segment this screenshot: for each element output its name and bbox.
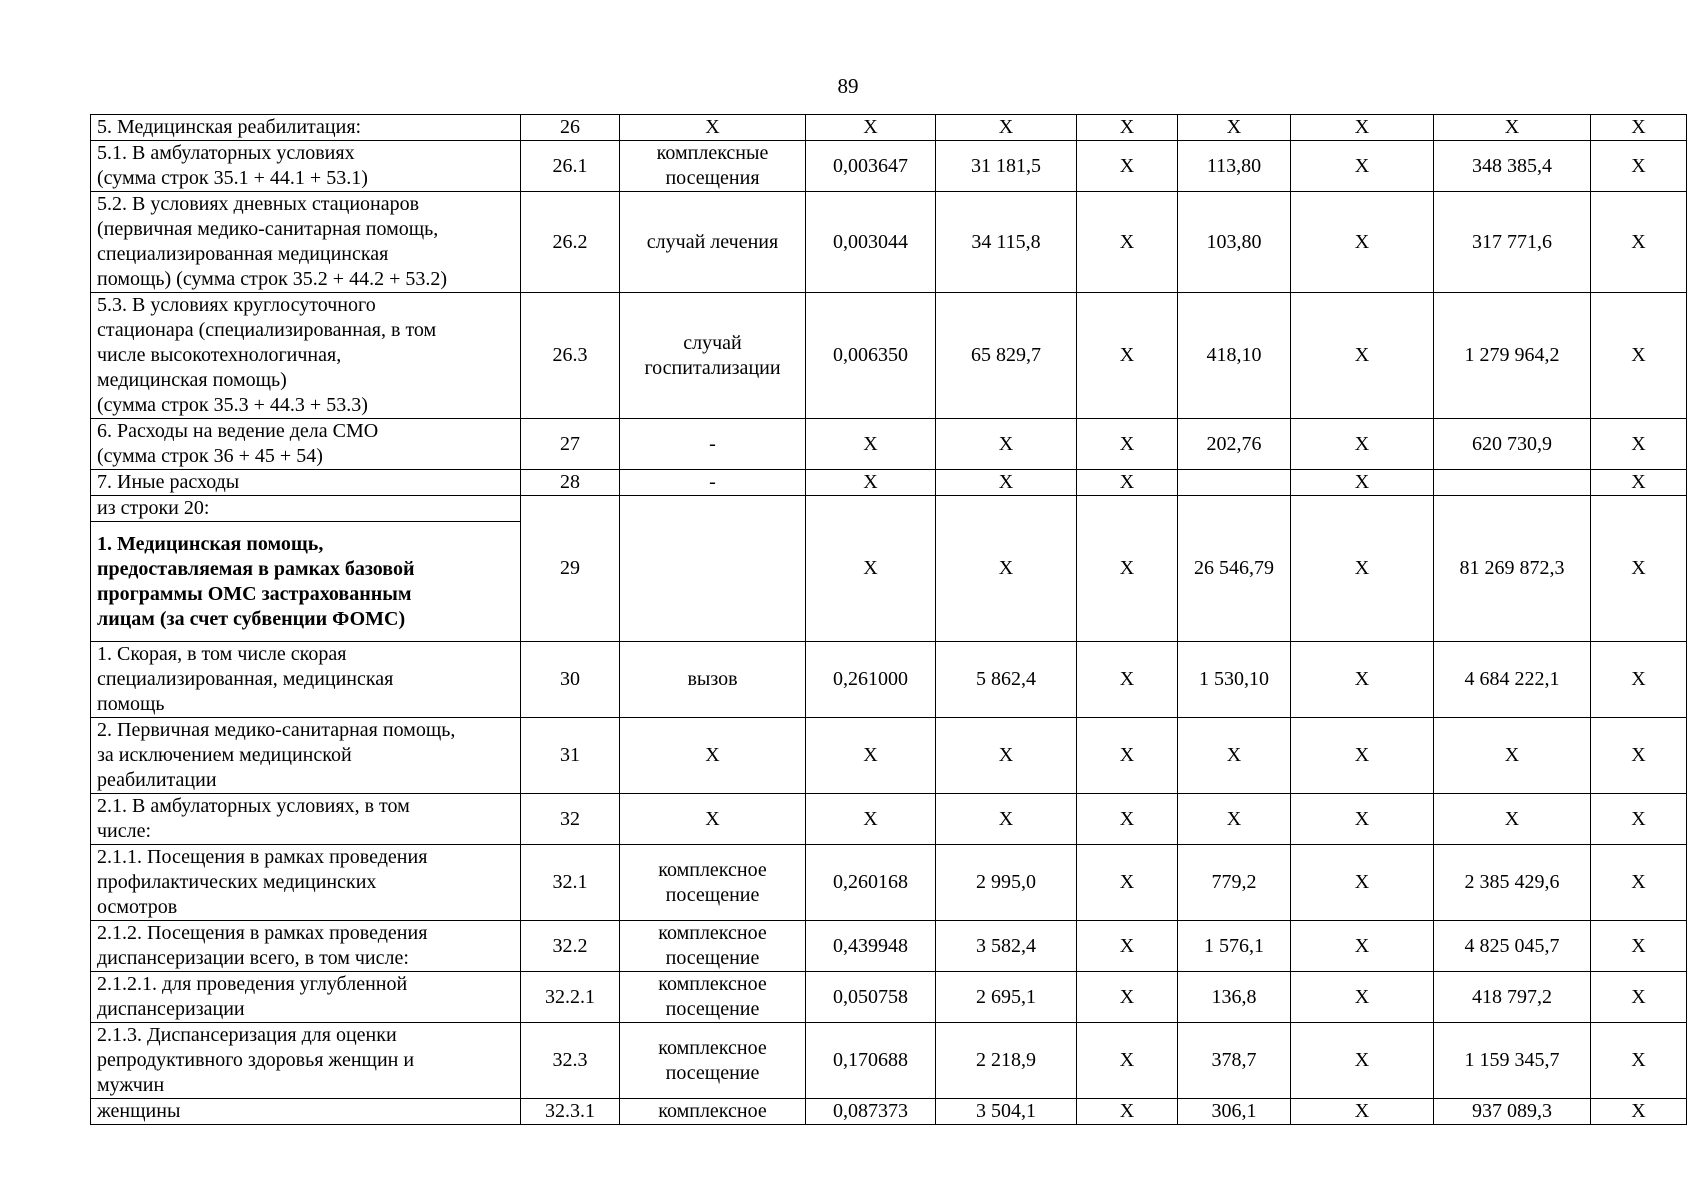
cell-c8: Х <box>1291 921 1434 972</box>
row-name: 2.1.2.1. для проведения углубленной диспансеризации <box>91 972 521 1023</box>
cell-c6: Х <box>1077 419 1178 470</box>
row-subheading: из строки 20: <box>91 496 521 522</box>
cell-c4: 0,006350 <box>806 293 936 419</box>
cell-c9: 348 385,4 <box>1434 141 1591 192</box>
cell-c6: Х <box>1077 642 1178 718</box>
cell-c4: 0,439948 <box>806 921 936 972</box>
cell-c5: Х <box>936 496 1077 642</box>
cell-unit <box>620 496 806 642</box>
cell-c9: 620 730,9 <box>1434 419 1591 470</box>
cell-unit: комплексные посещения <box>620 141 806 192</box>
cell-c5: 2 995,0 <box>936 845 1077 921</box>
cell-c5: 65 829,7 <box>936 293 1077 419</box>
cell-c4: 0,170688 <box>806 1023 936 1099</box>
cell-code: 30 <box>521 642 620 718</box>
cell-code: 26.2 <box>521 192 620 293</box>
cell-c5: 31 181,5 <box>936 141 1077 192</box>
cell-c9: 4 684 222,1 <box>1434 642 1591 718</box>
cell-c6: Х <box>1077 470 1178 496</box>
cell-code: 28 <box>521 470 620 496</box>
row-name: 1. Медицинская помощь, предоставляемая в рамках базовой программы ОМС застрахованным лицам (за счет субвенции ФОМС) <box>91 522 521 642</box>
cell-c4: Х <box>806 115 936 141</box>
cell-code: 32.1 <box>521 845 620 921</box>
cell-c6: Х <box>1077 921 1178 972</box>
cell-c10: Х <box>1591 845 1687 921</box>
cell-c7: 113,80 <box>1178 141 1291 192</box>
cell-code: 32.3.1 <box>521 1099 620 1125</box>
cell-c9: 317 771,6 <box>1434 192 1591 293</box>
table-row <box>91 293 1687 419</box>
cell-code: 29 <box>521 496 620 642</box>
row-name: женщины <box>91 1099 521 1125</box>
cell-code: 26.1 <box>521 141 620 192</box>
cell-unit: Х <box>620 718 806 794</box>
table-row <box>91 141 1687 192</box>
cell-c9: 937 089,3 <box>1434 1099 1591 1125</box>
cell-unit: Х <box>620 794 806 845</box>
cell-c5: 5 862,4 <box>936 642 1077 718</box>
cell-c5: 2 218,9 <box>936 1023 1077 1099</box>
table-row <box>91 470 1687 496</box>
cell-c7: 136,8 <box>1178 972 1291 1023</box>
data-table <box>90 114 1687 1125</box>
cell-c10: Х <box>1591 496 1687 642</box>
table-row <box>91 496 1687 522</box>
cell-c8: Х <box>1291 419 1434 470</box>
cell-c6: Х <box>1077 845 1178 921</box>
cell-c8: Х <box>1291 794 1434 845</box>
cell-c6: Х <box>1077 293 1178 419</box>
cell-c5: 2 695,1 <box>936 972 1077 1023</box>
cell-c7: 306,1 <box>1178 1099 1291 1125</box>
cell-c5: Х <box>936 718 1077 794</box>
cell-c7: 418,10 <box>1178 293 1291 419</box>
cell-unit: комплексное посещение <box>620 921 806 972</box>
table-row <box>91 419 1687 470</box>
cell-c7: 103,80 <box>1178 192 1291 293</box>
cell-c8: Х <box>1291 470 1434 496</box>
row-name: 2.1.3. Диспансеризация для оценки репродуктивного здоровья женщин и мужчин <box>91 1023 521 1099</box>
cell-code: 31 <box>521 718 620 794</box>
cell-c10: Х <box>1591 141 1687 192</box>
cell-code: 32.3 <box>521 1023 620 1099</box>
cell-c9: 1 159 345,7 <box>1434 1023 1591 1099</box>
row-name: 2.1. В амбулаторных условиях, в том числе: <box>91 794 521 845</box>
cell-unit: комплексное посещение <box>620 845 806 921</box>
cell-c9: 2 385 429,6 <box>1434 845 1591 921</box>
cell-c7: Х <box>1178 794 1291 845</box>
cell-c7: 26 546,79 <box>1178 496 1291 642</box>
cell-c7: Х <box>1178 718 1291 794</box>
cell-c9: 1 279 964,2 <box>1434 293 1591 419</box>
cell-c4: 0,260168 <box>806 845 936 921</box>
cell-c5: Х <box>936 470 1077 496</box>
cell-c9: Х <box>1434 794 1591 845</box>
cell-unit: комплексное посещение <box>620 1023 806 1099</box>
cell-c5: 3 504,1 <box>936 1099 1077 1125</box>
cell-c9: 418 797,2 <box>1434 972 1591 1023</box>
cell-c8: Х <box>1291 293 1434 419</box>
table-body <box>91 115 1687 1125</box>
cell-c5: 34 115,8 <box>936 192 1077 293</box>
cell-c5: Х <box>936 794 1077 845</box>
cell-c8: Х <box>1291 718 1434 794</box>
cell-c4: Х <box>806 470 936 496</box>
cell-c8: Х <box>1291 845 1434 921</box>
cell-c10: Х <box>1591 642 1687 718</box>
cell-c6: Х <box>1077 1023 1178 1099</box>
cell-unit: комплексное посещение <box>620 972 806 1023</box>
cell-c9: Х <box>1434 718 1591 794</box>
cell-c7: Х <box>1178 115 1291 141</box>
cell-c10: Х <box>1591 419 1687 470</box>
cell-c7: 1 576,1 <box>1178 921 1291 972</box>
cell-c6: Х <box>1077 115 1178 141</box>
cell-unit: случай госпитализации <box>620 293 806 419</box>
cell-c4: Х <box>806 794 936 845</box>
table-row <box>91 192 1687 293</box>
cell-c9: 81 269 872,3 <box>1434 496 1591 642</box>
table-row <box>91 1099 1687 1125</box>
cell-c6: Х <box>1077 1099 1178 1125</box>
cell-c6: Х <box>1077 496 1178 642</box>
row-name: 2. Первичная медико-санитарная помощь, за исключением медицинской реабилитации <box>91 718 521 794</box>
table-row <box>91 718 1687 794</box>
cell-code: 26.3 <box>521 293 620 419</box>
cell-c8: Х <box>1291 1099 1434 1125</box>
cell-c10: Х <box>1591 115 1687 141</box>
cell-c8: Х <box>1291 972 1434 1023</box>
cell-c4: 0,261000 <box>806 642 936 718</box>
cell-c4: Х <box>806 419 936 470</box>
cell-c7: 202,76 <box>1178 419 1291 470</box>
cell-c4: 0,050758 <box>806 972 936 1023</box>
cell-c4: 0,087373 <box>806 1099 936 1125</box>
cell-c9 <box>1434 470 1591 496</box>
cell-c7: 378,7 <box>1178 1023 1291 1099</box>
cell-c6: Х <box>1077 794 1178 845</box>
row-name: 2.1.2. Посещения в рамках проведения диспансеризации всего, в том числе: <box>91 921 521 972</box>
cell-c7 <box>1178 470 1291 496</box>
table-row <box>91 972 1687 1023</box>
row-name: 5.3. В условиях круглосуточного стационара (специализированная, в том числе высокотехнологичная, медицинская помощь) (сумма строк 35.3 + 44.3 + 53.3) <box>91 293 521 419</box>
cell-c8: Х <box>1291 115 1434 141</box>
row-name: 5. Медицинская реабилитация: <box>91 115 521 141</box>
cell-unit: - <box>620 470 806 496</box>
cell-code: 26 <box>521 115 620 141</box>
table-row <box>91 115 1687 141</box>
cell-c5: Х <box>936 419 1077 470</box>
row-name: 6. Расходы на ведение дела СМО (сумма строк 36 + 45 + 54) <box>91 419 521 470</box>
cell-c6: Х <box>1077 718 1178 794</box>
cell-c8: Х <box>1291 496 1434 642</box>
cell-c6: Х <box>1077 141 1178 192</box>
cell-c7: 779,2 <box>1178 845 1291 921</box>
cell-c10: Х <box>1591 718 1687 794</box>
row-name: 5.2. В условиях дневных стационаров (первичная медико-санитарная помощь, специализированная медицинская помощь) (сумма строк 35.2 + 44.2 + 53.2) <box>91 192 521 293</box>
cell-c6: Х <box>1077 972 1178 1023</box>
cell-unit: - <box>620 419 806 470</box>
cell-c8: Х <box>1291 192 1434 293</box>
row-name: 5.1. В амбулаторных условиях (сумма строк 35.1 + 44.1 + 53.1) <box>91 141 521 192</box>
table-row <box>91 642 1687 718</box>
cell-c4: Х <box>806 718 936 794</box>
cell-unit: Х <box>620 115 806 141</box>
cell-code: 32 <box>521 794 620 845</box>
cell-c9: Х <box>1434 115 1591 141</box>
row-name: 1. Скорая, в том числе скорая специализированная, медицинская помощь <box>91 642 521 718</box>
cell-c10: Х <box>1591 470 1687 496</box>
cell-c6: Х <box>1077 192 1178 293</box>
row-name: 7. Иные расходы <box>91 470 521 496</box>
cell-c8: Х <box>1291 1023 1434 1099</box>
cell-c8: Х <box>1291 141 1434 192</box>
cell-unit: комплексное <box>620 1099 806 1125</box>
cell-c4: 0,003647 <box>806 141 936 192</box>
cell-c9: 4 825 045,7 <box>1434 921 1591 972</box>
cell-unit: вызов <box>620 642 806 718</box>
cell-c10: Х <box>1591 972 1687 1023</box>
cell-c10: Х <box>1591 1023 1687 1099</box>
cell-c10: Х <box>1591 794 1687 845</box>
cell-code: 32.2 <box>521 921 620 972</box>
cell-unit: случай лечения <box>620 192 806 293</box>
cell-c10: Х <box>1591 921 1687 972</box>
page-number: 89 <box>837 74 859 98</box>
row-name: 2.1.1. Посещения в рамках проведения профилактических медицинских осмотров <box>91 845 521 921</box>
cell-c10: Х <box>1591 1099 1687 1125</box>
cell-c7: 1 530,10 <box>1178 642 1291 718</box>
cell-c4: 0,003044 <box>806 192 936 293</box>
cell-c10: Х <box>1591 293 1687 419</box>
cell-c5: 3 582,4 <box>936 921 1077 972</box>
cell-c8: Х <box>1291 642 1434 718</box>
cell-c10: Х <box>1591 192 1687 293</box>
table-row <box>91 794 1687 845</box>
table-row <box>91 921 1687 972</box>
table-row <box>91 1023 1687 1099</box>
cell-c4: Х <box>806 496 936 642</box>
table-row <box>91 845 1687 921</box>
cell-c5: Х <box>936 115 1077 141</box>
cell-code: 27 <box>521 419 620 470</box>
cell-code: 32.2.1 <box>521 972 620 1023</box>
